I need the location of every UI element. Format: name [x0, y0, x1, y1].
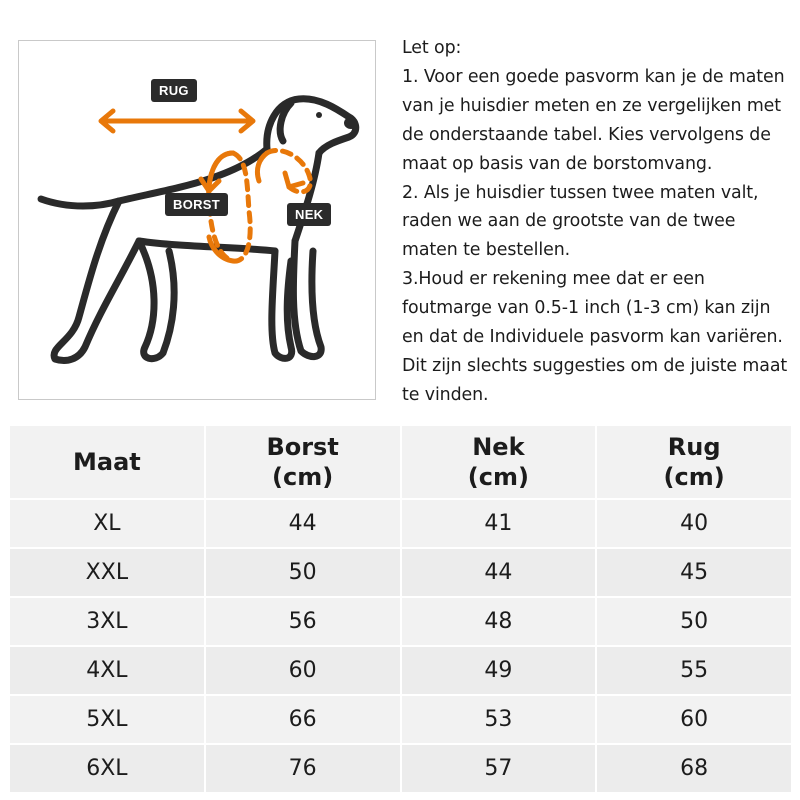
notes-line: maat op basis van de borstomvang. — [402, 153, 713, 174]
table-row — [9, 695, 792, 744]
notes-line: Dit zijn slechts suggesties om de juiste maat — [402, 355, 788, 376]
cell-chest: 44 — [205, 499, 401, 548]
cell-chest: 56 — [205, 597, 401, 646]
cell-neck: 41 — [401, 499, 597, 548]
header-chest: Borst (cm) — [205, 425, 401, 499]
cell-chest: 50 — [205, 548, 401, 597]
header-back: Rug (cm) — [596, 425, 792, 499]
cell-chest: 76 — [205, 744, 401, 793]
notes-line: maten te bestellen. — [402, 240, 571, 261]
table-row — [9, 744, 792, 793]
cell-size: 4XL — [9, 646, 205, 695]
header-size: Maat — [9, 425, 205, 499]
table-row — [9, 548, 792, 597]
notes-line: de onderstaande tabel. Kies vervolgens de — [402, 124, 771, 145]
cell-neck: 48 — [401, 597, 597, 646]
notes-line: Let op: — [402, 38, 462, 58]
cell-back: 55 — [596, 646, 792, 695]
table-row — [9, 646, 792, 695]
cell-size: XXL — [9, 548, 205, 597]
notes-line: 3.Houd er rekening mee dat er een — [402, 269, 705, 290]
cell-back: 45 — [596, 548, 792, 597]
table-header-row — [9, 425, 792, 499]
notes-line: 2. Als je huisdier tussen twee maten valt, — [402, 182, 759, 203]
notes-line: raden we aan de grootste van de twee — [402, 211, 736, 232]
cell-size: 3XL — [9, 597, 205, 646]
cell-neck: 57 — [401, 744, 597, 793]
chest-label: BORST — [165, 193, 228, 216]
cell-size: 5XL — [9, 695, 205, 744]
table-row — [9, 499, 792, 548]
cell-back: 40 — [596, 499, 792, 548]
sizing-notes — [402, 34, 798, 410]
back-label: RUG — [151, 79, 197, 102]
notes-line: 1. Voor een goede pasvorm kan je de maten — [402, 66, 785, 87]
size-chart-table — [8, 424, 793, 794]
neck-label: NEK — [287, 203, 331, 226]
cell-size: 6XL — [9, 744, 205, 793]
cell-neck: 53 — [401, 695, 597, 744]
notes-line: en dat de Individuele pasvorm kan variëren. — [402, 327, 783, 348]
cell-back: 68 — [596, 744, 792, 793]
cell-chest: 66 — [205, 695, 401, 744]
notes-line: te vinden. — [402, 384, 489, 405]
cell-back: 50 — [596, 597, 792, 646]
cell-back: 60 — [596, 695, 792, 744]
notes-line: foutmarge van 0.5-1 inch (1-3 cm) kan zijn — [402, 298, 771, 319]
cell-size: XL — [9, 499, 205, 548]
cell-chest: 60 — [205, 646, 401, 695]
table-row — [9, 597, 792, 646]
cell-neck: 44 — [401, 548, 597, 597]
cell-neck: 49 — [401, 646, 597, 695]
header-neck: Nek (cm) — [401, 425, 597, 499]
notes-line: van je huisdier meten en ze vergelijken met — [402, 95, 781, 116]
dog-measurement-diagram — [18, 40, 376, 400]
